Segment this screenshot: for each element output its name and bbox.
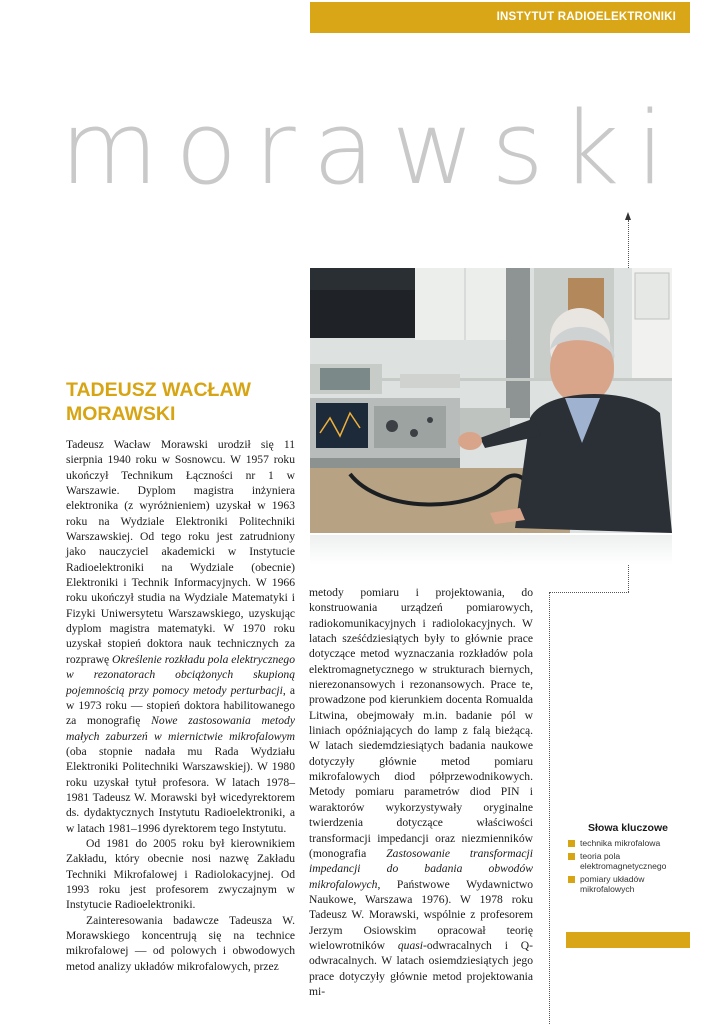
bio-paragraph: Od 1981 do 2005 roku był kierownikiem Zakładu, który obecnie nosi nazwę Zakładu Techniki Mikrofalowej i Radiolokacyjnej. Od 1993 roku jest profesorem zwyczajnym w Instytucie Radioelektroniki.: [66, 836, 295, 912]
bio-paragraph: [309, 585, 533, 999]
photo-reflection: [310, 535, 672, 565]
institute-label: INSTYTUT RADIOELEKTRONIKI: [496, 11, 676, 23]
photo-illustration: [310, 268, 672, 533]
dotted-guide-line: [628, 220, 629, 268]
keywords-title: Słowa kluczowe: [588, 822, 668, 834]
author-name: [66, 378, 296, 426]
dotted-guide-line: [549, 592, 550, 1024]
keywords-box: [566, 822, 690, 897]
keyword-item: [566, 874, 690, 895]
bio-paragraph: Zainteresowania badawcze Tadeusza W. Morawskiego koncentrują się na technice mikrofalowej — od polowych i obwodowych metod analizy układów mikrofalowych, przez: [66, 913, 295, 973]
keyword-item: [566, 851, 690, 872]
bio-text: metody pomiaru i projektowania, do konstruowania urządzeń pomiarowych, radiokomunikacyjnych i radiolokacyjnych. W latach sześćdziesiątych były to głównie prace dotyczące metod wyznaczania rozkładów pola elektromagnetycznego w strukturach biernych, nierezonansowych i rezonansowych. Prace te, prowadzone pod kierunkiem docenta Romualda Litwina, obejmowały m.in. badanie pól w liniach opóźniających do lamp z falą bieżącą. W latach siedemdziesiątych badania naukowe dotyczyły głównie metod pomiaru mikrofalowych diod półprzewodnikowych. Metody pomiaru parametrów diod PIN i waraktorów wykorzystywały oryginalne twierdzenia dotyczące właściwości transformacji impedancji oraz niezmienników (monografia: [309, 586, 533, 860]
keyword-label: pomiary układów mikrofalowych: [580, 873, 645, 894]
bottom-accent-bar: [566, 932, 690, 948]
keyword-label: teoria pola elektromagnetycznego: [580, 850, 667, 871]
bio-text: , a w 1973 roku — stopień doktora habilitowanego za monografię: [66, 683, 295, 728]
bio-text: -odwracalnych i Q-odwracalnych. W latach osiemdziesiątych jego prace dotyczyły głównie metod projektowania mi-: [309, 938, 533, 998]
bio-text: Tadeusz Wacław Morawski urodził się 11 sierpnia 1940 roku w Sosnowcu. W 1957 roku ukończył Technikum Łączności nr 1 w Warszawie. Dyplom magistra inżyniera elektronika (z wyróżnieniem) uzyskał w 1963 roku na Wydziale Elektroniki Politechniki Warszawskiej. Od tego roku jest zatrudniony jako nauczyciel akademicki w Instytucie Radioelektroniki na Wydziale (obecnie) Elektroniki i Technik Informacyjnych. W 1966 roku ukończył studia na Wydziale Matematyki i Fizyki Uniwersytetu Warszawskiego, uzyskując dyplom magistra matematyki. W 1970 roku uzyskał stopień doktora nauk technicznych za rozprawę: [66, 438, 295, 666]
square-bullet-icon: [568, 840, 575, 847]
bio-text: , Państwowe Wydawnictwo Naukowe, Warszawa 1976). W 1978 roku Tadeusz W. Morawski, wspólnie z profesorem Jerzym Osiowskim opracował teorię wielowrotników: [309, 877, 533, 952]
bio-text-italic: quasi: [397, 938, 423, 952]
dotted-guide-line: [549, 592, 629, 593]
keyword-item: [566, 838, 690, 849]
bio-paragraph: [66, 437, 295, 836]
surname-display: morawski: [60, 89, 682, 207]
square-bullet-icon: [568, 853, 575, 860]
square-bullet-icon: [568, 876, 575, 883]
bio-text: (oba stopnie nadała mu Rada Wydziału Elektroniki Politechniki Warszawskiej). W 1980 roku uzyskał tytuł profesora. W latach 1978–1981 Tadeusz W. Morawski był wicedyrektorem ds. dydaktycznych Instytutu Radioelektroniki, a w latach 1981–1996 dyrektorem tego Instytutu.: [66, 744, 295, 835]
keyword-label: technika mikrofalowa: [580, 838, 661, 848]
bio-text-italic: Zastosowanie transformacji impedancji do badania obwodów mikrofalowych: [309, 846, 533, 891]
portrait-photo: [310, 268, 672, 533]
bio-text-italic: Określenie rozkładu pola elektrycznego w rezonatorach obciążonych skupioną pojemnością przy pomocy metody perturbacji: [66, 652, 296, 697]
bio-column-1: [66, 437, 295, 974]
bio-text-italic: Nowe zastosowania metody małych zaburzeń w miernictwie mikrofalowym: [66, 714, 295, 743]
author-name-line1: TADEUSZ WACŁAW: [66, 379, 251, 401]
author-name-line2: MORAWSKI: [66, 403, 176, 425]
arrow-up-icon: [625, 212, 631, 220]
bio-column-2: [309, 585, 533, 999]
header-bar: [310, 2, 690, 33]
